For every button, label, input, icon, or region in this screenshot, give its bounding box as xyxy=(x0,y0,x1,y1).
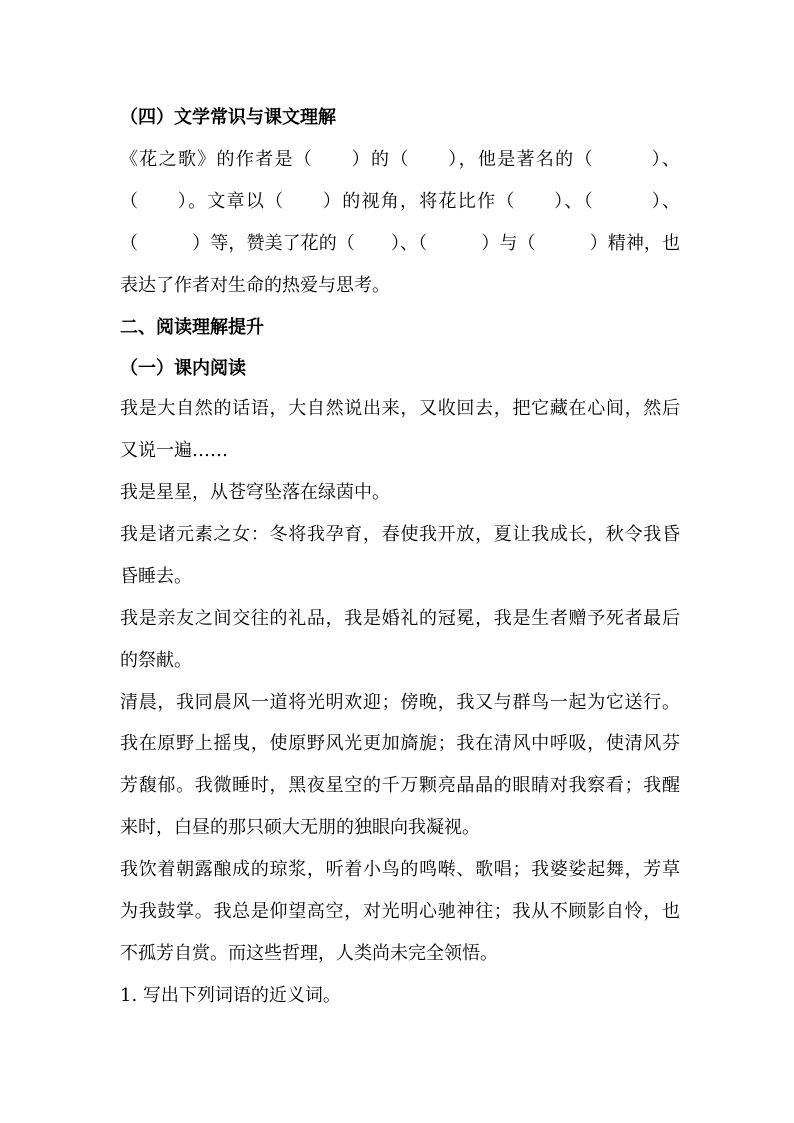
passage-line-3: 我是星星，从苍穹坠落在绿茵中。 xyxy=(120,482,390,503)
passage-line-11: 来时，白昼的那只硕大无朋的独眼向我凝视。 xyxy=(120,817,480,838)
passage-line-12: 我饮着朝露酿成的琼浆，听着小鸟的鸣啭、歌唱；我婆娑起舞，芳草 xyxy=(120,859,680,880)
section-two-subheading: （一）课内阅读 xyxy=(120,358,246,379)
fill-blank-line-1: 《花之歌》的作者是（ ）的（ ），他是著名的（ ）、 xyxy=(120,149,680,170)
passage-line-7: 的祭献。 xyxy=(120,650,192,671)
passage-line-1: 我是大自然的话语，大自然说出来，又收回去，把它藏在心间，然后 xyxy=(120,398,680,419)
passage-line-9: 我在原野上摇曳，使原野风光更加旖旎；我在清风中呼吸，使清风芬 xyxy=(120,733,680,754)
section-four-heading: （四）文学常识与课文理解 xyxy=(120,107,336,128)
question-1: 1. 写出下列词语的近义词。 xyxy=(120,985,341,1006)
fill-blank-line-2: （ ）。文章以（ ）的视角，将花比作（ ）、（ ）、 xyxy=(120,191,680,212)
passage-line-14: 不孤芳自赏。而这些哲理，人类尚未完全领悟。 xyxy=(120,943,498,964)
passage-line-5: 昏睡去。 xyxy=(120,566,192,587)
passage-line-2: 又说一遍…… xyxy=(120,440,228,461)
fill-blank-line-4: 表达了作者对生命的热爱与思考。 xyxy=(120,275,390,296)
fill-blank-line-3: （ ）等，赞美了花的（ ）、（ ）与（ ）精神，也 xyxy=(120,233,680,254)
passage-line-13: 为我鼓掌。我总是仰望高空，对光明心驰神往；我从不顾影自怜，也 xyxy=(120,901,680,922)
section-two-heading: 二、阅读理解提升 xyxy=(120,317,264,338)
passage-line-4: 我是诸元素之女：冬将我孕育，春使我开放，夏让我成长，秋令我昏 xyxy=(120,524,680,545)
passage-line-6: 我是亲友之间交往的礼品，我是婚礼的冠冕，我是生者赠予死者最后 xyxy=(120,608,680,629)
passage-line-10: 芳馥郁。我微睡时，黑夜星空的千万颗亮晶晶的眼睛对我察看；我醒 xyxy=(120,775,680,796)
passage-line-8: 清晨，我同晨风一道将光明欢迎；傍晚，我又与群鸟一起为它送行。 xyxy=(120,692,680,713)
